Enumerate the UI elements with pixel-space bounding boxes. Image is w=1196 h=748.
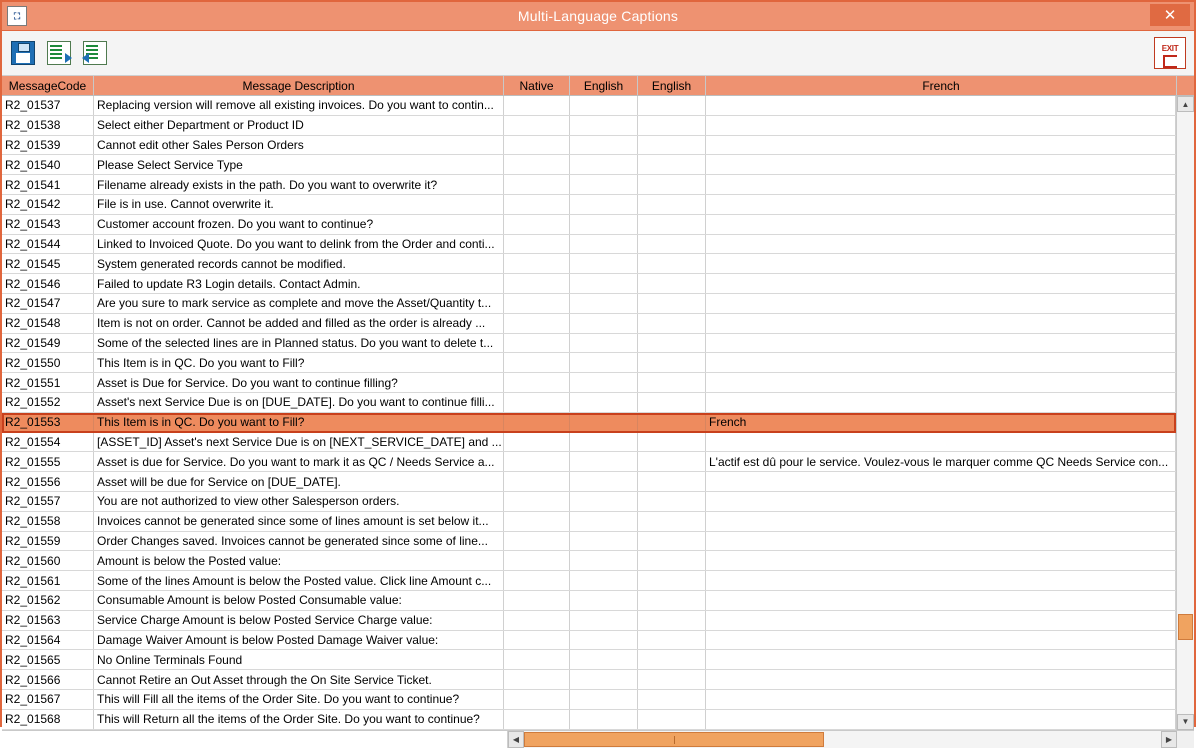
- cell-message-code[interactable]: R2_01548: [2, 314, 94, 333]
- cell-description[interactable]: Are you sure to mark service as complete and move the Asset/Quantity t...: [94, 294, 504, 313]
- cell-message-code[interactable]: R2_01564: [2, 631, 94, 650]
- table-row[interactable]: [2, 532, 1176, 552]
- cell-french[interactable]: [706, 472, 1176, 491]
- cell-french[interactable]: [706, 650, 1176, 669]
- table-row[interactable]: [2, 294, 1176, 314]
- cell-description[interactable]: Filename already exists in the path. Do you want to overwrite it?: [94, 175, 504, 194]
- app-window-icon: ⛶: [7, 6, 27, 26]
- cell-description[interactable]: Some of the selected lines are in Planned status. Do you want to delete t...: [94, 334, 504, 353]
- cell-english-1[interactable]: [570, 670, 638, 689]
- cell-description[interactable]: Asset will be due for Service on [DUE_DATE].: [94, 472, 504, 491]
- cell-english-1[interactable]: [570, 235, 638, 254]
- cell-english-1[interactable]: [570, 294, 638, 313]
- cell-english-2[interactable]: [638, 175, 706, 194]
- cell-native[interactable]: [504, 353, 570, 372]
- cell-description[interactable]: Item is not on order. Cannot be added and filled as the order is already ...: [94, 314, 504, 333]
- scroll-right-button[interactable]: ▶: [1161, 731, 1177, 748]
- cell-french[interactable]: [706, 116, 1176, 135]
- cell-native[interactable]: [504, 294, 570, 313]
- cell-english-1[interactable]: [570, 512, 638, 531]
- cell-english-2[interactable]: [638, 155, 706, 174]
- cell-english-1[interactable]: [570, 116, 638, 135]
- cell-message-code[interactable]: R2_01543: [2, 215, 94, 234]
- cell-native[interactable]: [504, 591, 570, 610]
- cell-message-code[interactable]: R2_01559: [2, 532, 94, 551]
- horizontal-scrollbar[interactable]: [2, 730, 1194, 748]
- cell-native[interactable]: [504, 116, 570, 135]
- cell-description[interactable]: Cannot Retire an Out Asset through the On Site Service Ticket.: [94, 670, 504, 689]
- cell-native[interactable]: [504, 413, 570, 432]
- cell-description[interactable]: This Item is in QC. Do you want to Fill?: [94, 413, 504, 432]
- cell-message-code[interactable]: R2_01549: [2, 334, 94, 353]
- grid-body: [2, 96, 1176, 730]
- cell-english-2[interactable]: [638, 334, 706, 353]
- cell-description[interactable]: Select either Department or Product ID: [94, 116, 504, 135]
- cell-english-1[interactable]: [570, 274, 638, 293]
- cell-native[interactable]: [504, 393, 570, 412]
- cell-french[interactable]: [706, 532, 1176, 551]
- cell-french[interactable]: [706, 353, 1176, 372]
- cell-native[interactable]: [504, 670, 570, 689]
- cell-english-2[interactable]: [638, 472, 706, 491]
- scroll-up-button[interactable]: ▲: [1177, 96, 1194, 112]
- cell-message-code[interactable]: R2_01556: [2, 472, 94, 491]
- table-row[interactable]: [2, 591, 1176, 611]
- table-row[interactable]: [2, 492, 1176, 512]
- table-row[interactable]: [2, 195, 1176, 215]
- captions-grid: [2, 76, 1194, 748]
- cell-message-code[interactable]: R2_01560: [2, 551, 94, 570]
- cell-native[interactable]: [504, 215, 570, 234]
- cell-english-2[interactable]: [638, 413, 706, 432]
- cell-description[interactable]: No Online Terminals Found: [94, 650, 504, 669]
- cell-description[interactable]: [ASSET_ID] Asset's next Service Due is on [NEXT_SERVICE_DATE] and ...: [94, 433, 504, 452]
- cell-french[interactable]: [706, 433, 1176, 452]
- cell-english-2[interactable]: [638, 532, 706, 551]
- cell-french[interactable]: [706, 710, 1176, 729]
- cell-english-2[interactable]: [638, 512, 706, 531]
- vertical-scrollbar[interactable]: [1176, 96, 1194, 730]
- cell-message-code[interactable]: R2_01558: [2, 512, 94, 531]
- table-row[interactable]: [2, 175, 1176, 195]
- column-header-english-2[interactable]: English: [638, 76, 706, 95]
- column-header-description[interactable]: Message Description: [94, 76, 504, 95]
- cell-english-2[interactable]: [638, 195, 706, 214]
- table-row[interactable]: [2, 452, 1176, 472]
- cell-message-code[interactable]: R2_01547: [2, 294, 94, 313]
- table-row[interactable]: [2, 512, 1176, 532]
- vertical-scroll-track[interactable]: [1177, 112, 1194, 714]
- cell-description[interactable]: This Item is in QC. Do you want to Fill?: [94, 353, 504, 372]
- cell-native[interactable]: [504, 155, 570, 174]
- save-icon: [11, 41, 35, 65]
- import-button[interactable]: [44, 38, 74, 68]
- cell-description[interactable]: Invoices cannot be generated since some of lines amount is set below it...: [94, 512, 504, 531]
- cell-english-2[interactable]: [638, 235, 706, 254]
- cell-french[interactable]: L'actif est dû pour le service. Voulez-vous le marquer comme QC Needs Service con...: [706, 452, 1176, 471]
- cell-message-code[interactable]: R2_01539: [2, 136, 94, 155]
- cell-english-1[interactable]: [570, 254, 638, 273]
- save-button[interactable]: [8, 38, 38, 68]
- table-row[interactable]: [2, 155, 1176, 175]
- cell-french[interactable]: [706, 492, 1176, 511]
- table-row[interactable]: [2, 690, 1176, 710]
- cell-description[interactable]: Service Charge Amount is below Posted Service Charge value:: [94, 611, 504, 630]
- cell-message-code[interactable]: R2_01553: [2, 413, 94, 432]
- cell-message-code[interactable]: R2_01552: [2, 393, 94, 412]
- cell-english-2[interactable]: [638, 116, 706, 135]
- cell-english-2[interactable]: [638, 254, 706, 273]
- cell-message-code[interactable]: R2_01563: [2, 611, 94, 630]
- cell-native[interactable]: [504, 136, 570, 155]
- cell-description[interactable]: Customer account frozen. Do you want to continue?: [94, 215, 504, 234]
- cell-english-1[interactable]: [570, 353, 638, 372]
- cell-french[interactable]: [706, 254, 1176, 273]
- table-row[interactable]: [2, 571, 1176, 591]
- cell-native[interactable]: [504, 710, 570, 729]
- cell-message-code[interactable]: R2_01537: [2, 96, 94, 115]
- cell-message-code[interactable]: R2_01562: [2, 591, 94, 610]
- cell-english-1[interactable]: [570, 175, 638, 194]
- table-row[interactable]: [2, 96, 1176, 116]
- cell-native[interactable]: [504, 452, 570, 471]
- cell-french[interactable]: [706, 235, 1176, 254]
- cell-message-code[interactable]: R2_01544: [2, 235, 94, 254]
- cell-english-2[interactable]: [638, 650, 706, 669]
- cell-english-1[interactable]: [570, 373, 638, 392]
- cell-english-2[interactable]: [638, 611, 706, 630]
- table-row[interactable]: [2, 314, 1176, 334]
- cell-french[interactable]: [706, 334, 1176, 353]
- cell-description[interactable]: You are not authorized to view other Salesperson orders.: [94, 492, 504, 511]
- cell-description[interactable]: Damage Waiver Amount is below Posted Damage Waiver value:: [94, 631, 504, 650]
- cell-description[interactable]: Asset is Due for Service. Do you want to continue filling?: [94, 373, 504, 392]
- table-row[interactable]: [2, 670, 1176, 690]
- cell-description[interactable]: Asset's next Service Due is on [DUE_DATE]. Do you want to continue filli...: [94, 393, 504, 412]
- cell-english-1[interactable]: [570, 155, 638, 174]
- cell-native[interactable]: [504, 334, 570, 353]
- page-title: Multi-Language Captions: [517, 8, 679, 24]
- exit-door-icon: [1163, 55, 1177, 68]
- cell-description[interactable]: Replacing version will remove all existing invoices. Do you want to contin...: [94, 96, 504, 115]
- cell-english-2[interactable]: [638, 631, 706, 650]
- cell-native[interactable]: [504, 254, 570, 273]
- cell-description[interactable]: This will Return all the items of the Order Site. Do you want to continue?: [94, 710, 504, 729]
- cell-message-code[interactable]: R2_01541: [2, 175, 94, 194]
- column-header-french[interactable]: French: [706, 76, 1177, 95]
- table-row[interactable]: [2, 433, 1176, 453]
- cell-english-1[interactable]: [570, 492, 638, 511]
- horizontal-scroll-thumb[interactable]: [524, 732, 824, 747]
- cell-english-1[interactable]: [570, 631, 638, 650]
- table-row[interactable]: [2, 650, 1176, 670]
- cell-description[interactable]: System generated records cannot be modified.: [94, 254, 504, 273]
- cell-message-code[interactable]: R2_01542: [2, 195, 94, 214]
- scroll-left-button[interactable]: ◀: [508, 731, 524, 748]
- cell-native[interactable]: [504, 472, 570, 491]
- cell-english-2[interactable]: [638, 551, 706, 570]
- scroll-down-button[interactable]: ▼: [1177, 714, 1194, 730]
- exit-button[interactable]: [1154, 37, 1186, 69]
- cell-native[interactable]: [504, 373, 570, 392]
- cell-english-1[interactable]: [570, 413, 638, 432]
- cell-message-code[interactable]: R2_01567: [2, 690, 94, 709]
- cell-native[interactable]: [504, 235, 570, 254]
- cell-english-1[interactable]: [570, 195, 638, 214]
- table-row[interactable]: [2, 710, 1176, 730]
- cell-french[interactable]: [706, 215, 1176, 234]
- cell-english-1[interactable]: [570, 532, 638, 551]
- table-row[interactable]: [2, 373, 1176, 393]
- cell-french[interactable]: [706, 670, 1176, 689]
- cell-description[interactable]: Consumable Amount is below Posted Consumable value:: [94, 591, 504, 610]
- import-sheet-icon: [47, 41, 71, 65]
- cell-native[interactable]: [504, 96, 570, 115]
- cell-english-1[interactable]: [570, 611, 638, 630]
- cell-message-code[interactable]: R2_01555: [2, 452, 94, 471]
- cell-native[interactable]: [504, 512, 570, 531]
- cell-english-1[interactable]: [570, 96, 638, 115]
- cell-native[interactable]: [504, 650, 570, 669]
- cell-native[interactable]: [504, 690, 570, 709]
- cell-english-1[interactable]: [570, 710, 638, 729]
- table-row[interactable]: [2, 215, 1176, 235]
- table-row[interactable]: [2, 274, 1176, 294]
- cell-native[interactable]: [504, 274, 570, 293]
- cell-english-2[interactable]: [638, 690, 706, 709]
- cell-english-2[interactable]: [638, 670, 706, 689]
- table-row[interactable]: [2, 334, 1176, 354]
- cell-native[interactable]: [504, 551, 570, 570]
- cell-native[interactable]: [504, 611, 570, 630]
- cell-english-2[interactable]: [638, 353, 706, 372]
- cell-description[interactable]: Failed to update R3 Login details. Contact Admin.: [94, 274, 504, 293]
- cell-french[interactable]: [706, 631, 1176, 650]
- cell-english-2[interactable]: [638, 136, 706, 155]
- cell-message-code[interactable]: R2_01568: [2, 710, 94, 729]
- horizontal-scroll-track[interactable]: [524, 731, 1161, 748]
- cell-french[interactable]: French: [706, 413, 1176, 432]
- cell-english-2[interactable]: [638, 433, 706, 452]
- cell-message-code[interactable]: R2_01550: [2, 353, 94, 372]
- cell-english-1[interactable]: [570, 433, 638, 452]
- cell-french[interactable]: [706, 195, 1176, 214]
- cell-french[interactable]: [706, 155, 1176, 174]
- cell-native[interactable]: [504, 492, 570, 511]
- cell-french[interactable]: [706, 136, 1176, 155]
- cell-message-code[interactable]: R2_01545: [2, 254, 94, 273]
- cell-message-code[interactable]: R2_01565: [2, 650, 94, 669]
- table-row[interactable]: [2, 136, 1176, 156]
- toolbar: [2, 31, 1194, 76]
- cell-description[interactable]: Some of the lines Amount is below the Posted value. Click line Amount c...: [94, 571, 504, 590]
- cell-english-1[interactable]: [570, 571, 638, 590]
- cell-message-code[interactable]: R2_01538: [2, 116, 94, 135]
- cell-english-1[interactable]: [570, 215, 638, 234]
- table-row[interactable]: [2, 551, 1176, 571]
- cell-native[interactable]: [504, 175, 570, 194]
- column-header-english-1[interactable]: English: [570, 76, 638, 95]
- close-icon[interactable]: ✕: [1150, 4, 1190, 26]
- cell-french[interactable]: [706, 274, 1176, 293]
- cell-message-code[interactable]: R2_01540: [2, 155, 94, 174]
- cell-english-1[interactable]: [570, 591, 638, 610]
- cell-description[interactable]: File is in use. Cannot overwrite it.: [94, 195, 504, 214]
- cell-french[interactable]: [706, 512, 1176, 531]
- cell-french[interactable]: [706, 96, 1176, 115]
- cell-native[interactable]: [504, 571, 570, 590]
- cell-message-code[interactable]: R2_01561: [2, 571, 94, 590]
- table-row[interactable]: [2, 393, 1176, 413]
- cell-english-2[interactable]: [638, 294, 706, 313]
- cell-english-2[interactable]: [638, 452, 706, 471]
- cell-native[interactable]: [504, 433, 570, 452]
- cell-french[interactable]: [706, 551, 1176, 570]
- cell-french[interactable]: [706, 591, 1176, 610]
- cell-english-2[interactable]: [638, 373, 706, 392]
- cell-native[interactable]: [504, 631, 570, 650]
- cell-english-2[interactable]: [638, 710, 706, 729]
- cell-native[interactable]: [504, 314, 570, 333]
- cell-english-2[interactable]: [638, 215, 706, 234]
- table-row[interactable]: [2, 235, 1176, 255]
- cell-french[interactable]: [706, 314, 1176, 333]
- cell-english-2[interactable]: [638, 492, 706, 511]
- cell-message-code[interactable]: R2_01551: [2, 373, 94, 392]
- cell-french[interactable]: [706, 611, 1176, 630]
- grid-header: [2, 76, 1194, 96]
- cell-english-1[interactable]: [570, 452, 638, 471]
- cell-french[interactable]: [706, 690, 1176, 709]
- cell-message-code[interactable]: R2_01566: [2, 670, 94, 689]
- column-header-messagecode[interactable]: MessageCode: [2, 76, 94, 95]
- cell-english-1[interactable]: [570, 393, 638, 412]
- cell-english-2[interactable]: [638, 571, 706, 590]
- cell-english-1[interactable]: [570, 314, 638, 333]
- scroll-gutter: [2, 731, 508, 748]
- cell-french[interactable]: [706, 294, 1176, 313]
- export-sheet-icon: [83, 41, 107, 65]
- cell-english-1[interactable]: [570, 650, 638, 669]
- cell-native[interactable]: [504, 195, 570, 214]
- cell-description[interactable]: Order Changes saved. Invoices cannot be generated since some of line...: [94, 532, 504, 551]
- vertical-scroll-thumb[interactable]: [1178, 614, 1193, 640]
- cell-description[interactable]: Linked to Invoiced Quote. Do you want to delink from the Order and conti...: [94, 235, 504, 254]
- export-button[interactable]: [80, 38, 110, 68]
- cell-french[interactable]: [706, 571, 1176, 590]
- table-row[interactable]: [2, 631, 1176, 651]
- table-row[interactable]: [2, 413, 1176, 433]
- cell-english-2[interactable]: [638, 393, 706, 412]
- cell-english-1[interactable]: [570, 690, 638, 709]
- cell-english-2[interactable]: [638, 314, 706, 333]
- cell-english-2[interactable]: [638, 96, 706, 115]
- table-row[interactable]: [2, 254, 1176, 274]
- cell-message-code[interactable]: R2_01557: [2, 492, 94, 511]
- cell-french[interactable]: [706, 393, 1176, 412]
- column-header-native[interactable]: Native: [504, 76, 570, 95]
- cell-description[interactable]: This will Fill all the items of the Order Site. Do you want to continue?: [94, 690, 504, 709]
- cell-english-1[interactable]: [570, 551, 638, 570]
- cell-description[interactable]: Please Select Service Type: [94, 155, 504, 174]
- cell-message-code[interactable]: R2_01554: [2, 433, 94, 452]
- cell-english-1[interactable]: [570, 136, 638, 155]
- table-row[interactable]: [2, 116, 1176, 136]
- cell-english-2[interactable]: [638, 591, 706, 610]
- cell-english-1[interactable]: [570, 334, 638, 353]
- cell-message-code[interactable]: R2_01546: [2, 274, 94, 293]
- cell-description[interactable]: Cannot edit other Sales Person Orders: [94, 136, 504, 155]
- table-row[interactable]: [2, 611, 1176, 631]
- cell-description[interactable]: Amount is below the Posted value:: [94, 551, 504, 570]
- cell-french[interactable]: [706, 175, 1176, 194]
- cell-english-1[interactable]: [570, 472, 638, 491]
- table-row[interactable]: [2, 472, 1176, 492]
- cell-native[interactable]: [504, 532, 570, 551]
- cell-english-2[interactable]: [638, 274, 706, 293]
- title-bar: [2, 2, 1194, 31]
- exit-label: EXIT: [1161, 44, 1179, 53]
- table-row[interactable]: [2, 353, 1176, 373]
- cell-french[interactable]: [706, 373, 1176, 392]
- cell-description[interactable]: Asset is due for Service. Do you want to mark it as QC / Needs Service a...: [94, 452, 504, 471]
